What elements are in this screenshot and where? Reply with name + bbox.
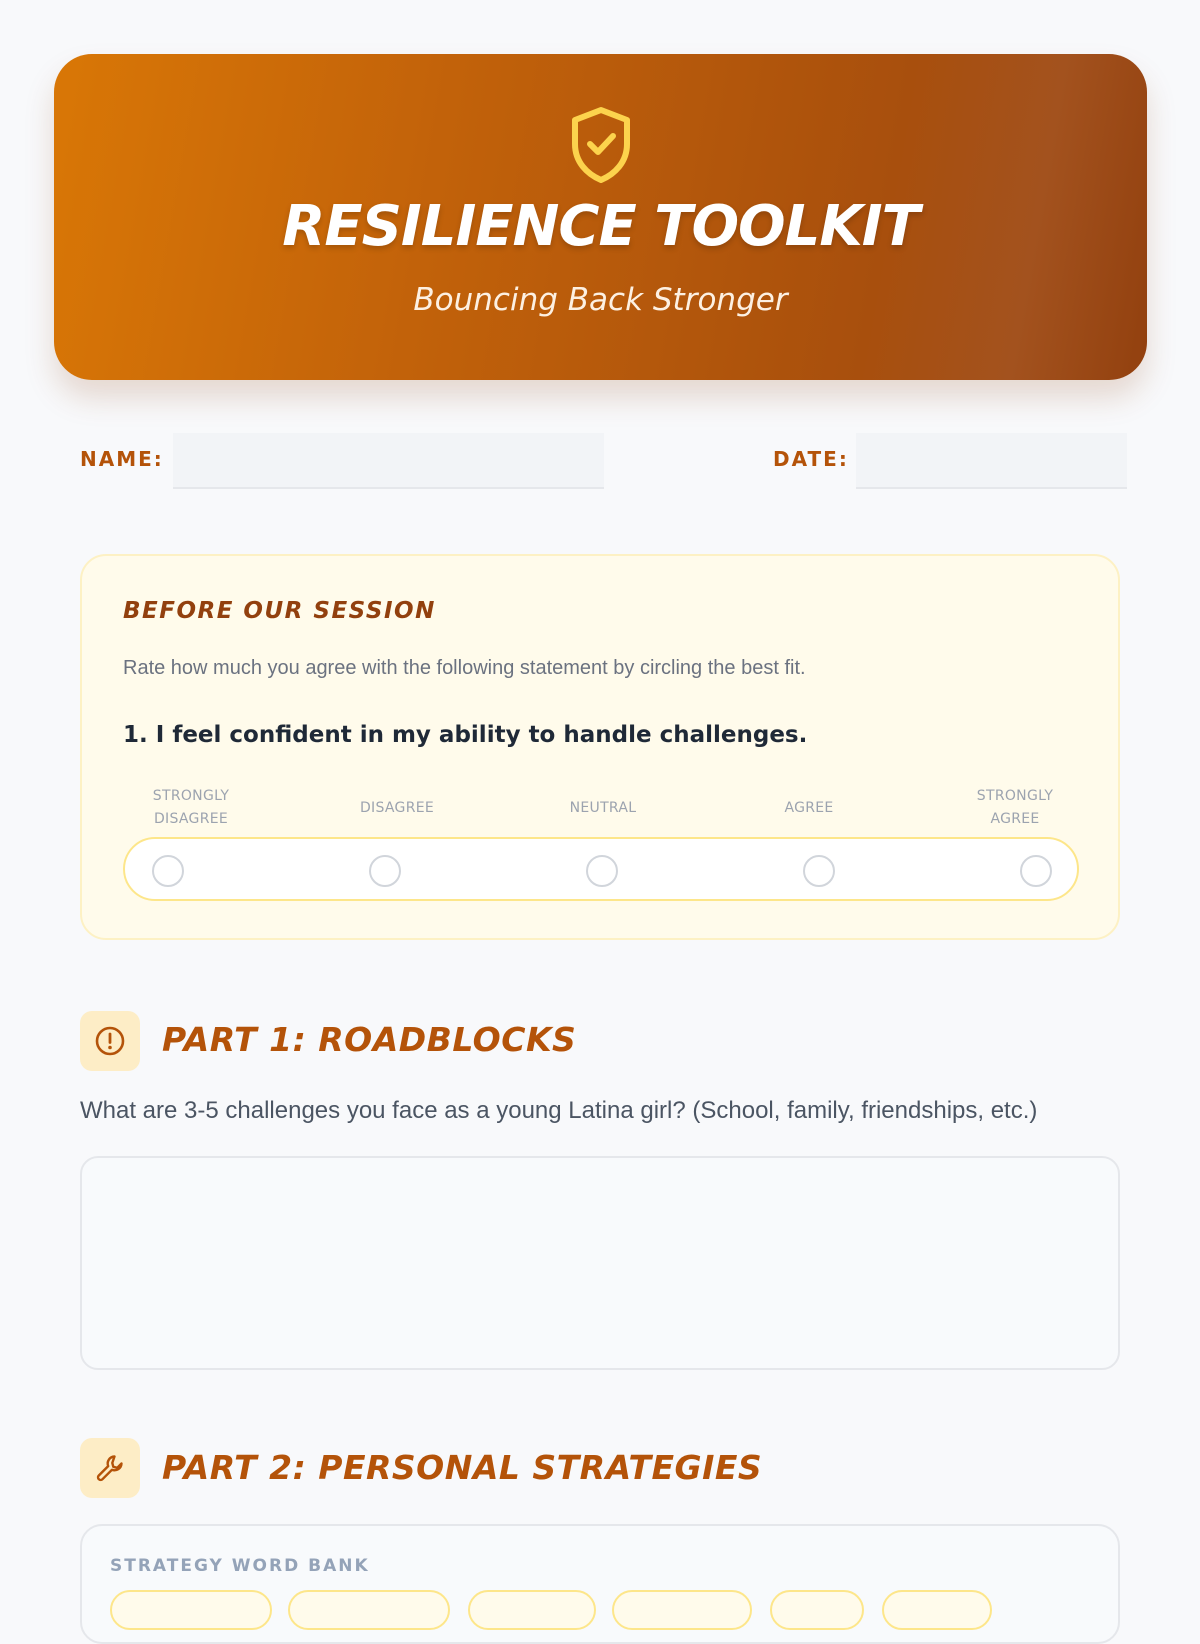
- rating-question: 1. I feel confident in my ability to handle challenges.: [123, 722, 808, 748]
- part1-icon-box: [80, 1011, 140, 1071]
- alert-circle-icon: [94, 1025, 126, 1057]
- part2-icon-box: [80, 1438, 140, 1498]
- part1-title: PART 1: ROADBLOCKS: [162, 1020, 577, 1059]
- word-chip[interactable]: [110, 1590, 272, 1630]
- word-chip[interactable]: [288, 1590, 450, 1630]
- part1-prompt: What are 3-5 challenges you face as a young Latina girl? (School, family, friendships, etc.): [80, 1097, 1038, 1124]
- scale-label-agree: AGREE: [784, 800, 834, 816]
- rating-scale: [123, 837, 1079, 901]
- word-chip[interactable]: [468, 1590, 596, 1630]
- page-title: RESILIENCE TOOLKIT: [282, 194, 919, 259]
- part1-answer-box[interactable]: [80, 1156, 1120, 1370]
- date-field[interactable]: [856, 433, 1127, 489]
- before-session-card: [80, 554, 1120, 940]
- name-label: NAME:: [80, 447, 164, 471]
- radio-disagree[interactable]: [369, 855, 401, 887]
- date-label: DATE:: [773, 447, 849, 471]
- radio-agree[interactable]: [803, 855, 835, 887]
- radio-neutral[interactable]: [586, 855, 618, 887]
- scale-label-disagree: DISAGREE: [359, 800, 435, 816]
- scale-label-strongly-disagree: STRONGLY DISAGREE: [152, 788, 230, 827]
- wrench-icon: [94, 1452, 126, 1484]
- header-banner: [54, 54, 1147, 380]
- name-field[interactable]: [173, 433, 604, 489]
- part2-title: PART 2: PERSONAL STRATEGIES: [162, 1448, 763, 1487]
- scale-label-strongly-agree: STRONGLY AGREE: [976, 788, 1054, 827]
- shield-check-icon: [569, 106, 633, 184]
- word-chip[interactable]: [882, 1590, 992, 1630]
- before-session-title: BEFORE OUR SESSION: [123, 598, 436, 624]
- word-chip[interactable]: [770, 1590, 864, 1630]
- strategy-word-bank: [80, 1524, 1120, 1644]
- word-chip[interactable]: [612, 1590, 752, 1630]
- radio-strongly-agree[interactable]: [1020, 855, 1052, 887]
- scale-label-neutral: NEUTRAL: [569, 800, 637, 816]
- radio-strongly-disagree[interactable]: [152, 855, 184, 887]
- before-session-instructions: Rate how much you agree with the following statement by circling the best fit.: [123, 657, 806, 679]
- word-bank-title: STRATEGY WORD BANK: [110, 1556, 370, 1576]
- page-subtitle: Bouncing Back Stronger: [413, 282, 788, 318]
